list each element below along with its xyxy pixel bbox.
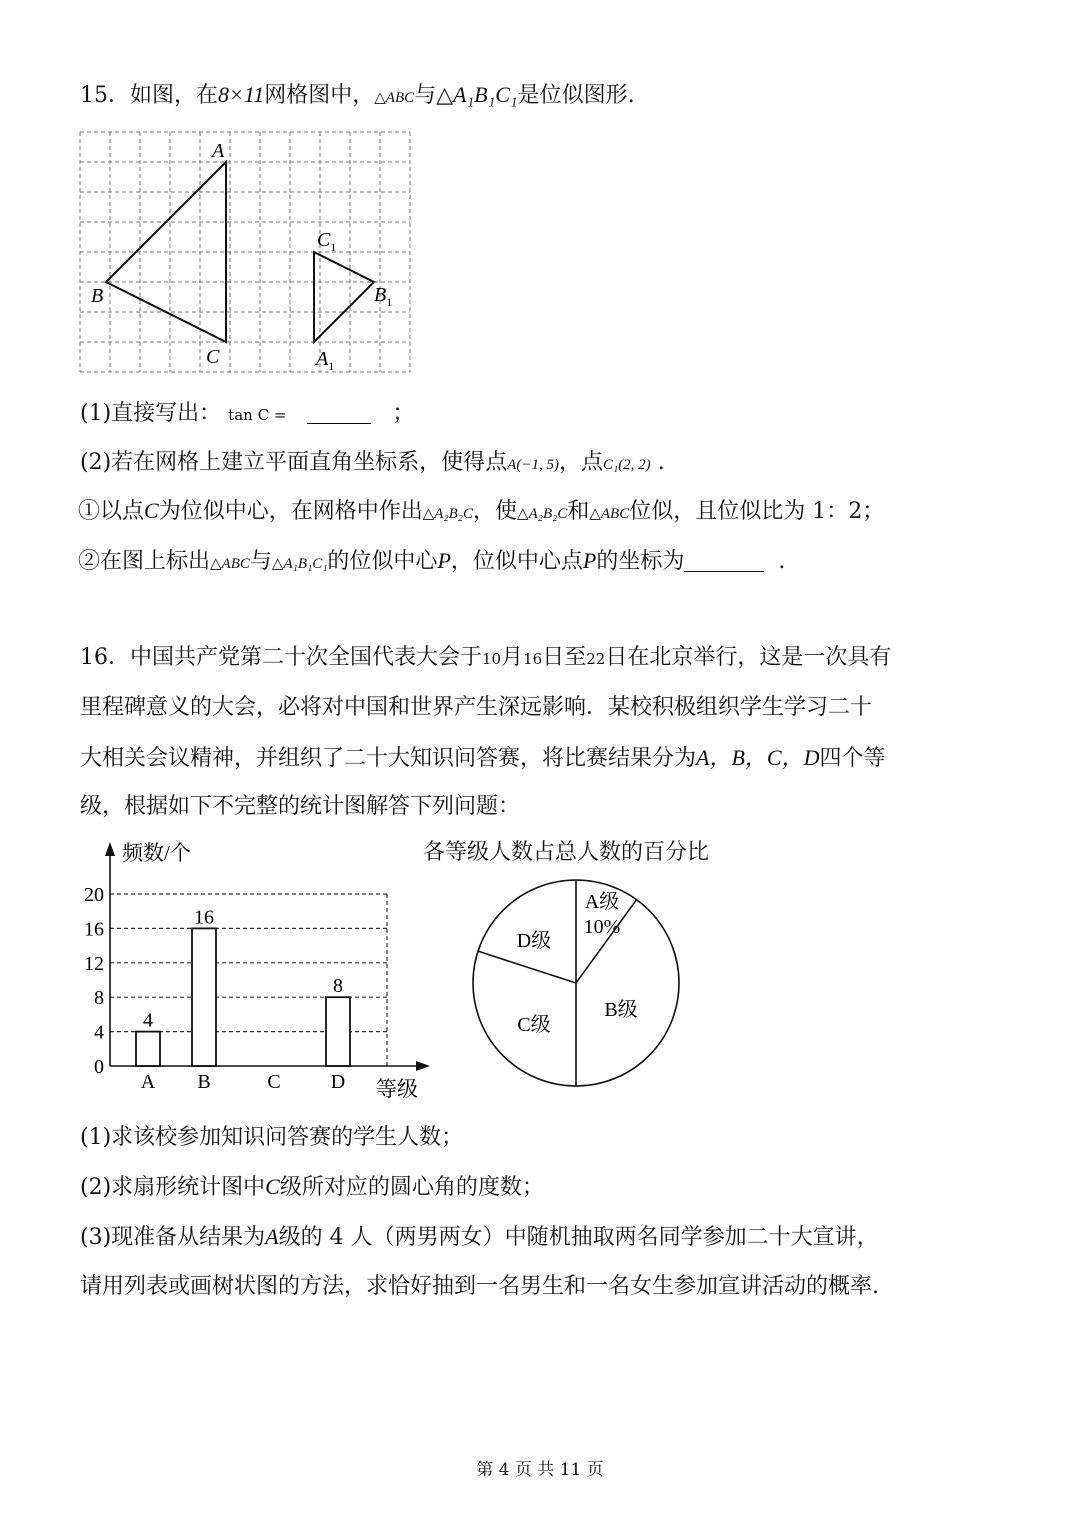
q16-part4: 请用列表或画树状图的方法，求恰好抽到一名男生和一名女生参加宣讲活动的概率. xyxy=(80,1274,879,1299)
q15-number: 15． xyxy=(80,83,130,108)
label-B1: $B_1$ xyxy=(374,284,393,309)
q15-sub2-tri2: △A₁B₁C₁ xyxy=(271,556,328,572)
q15-part1-expr: tan C = xyxy=(228,406,287,424)
q15-sub2-d: ，位似中心点 xyxy=(450,549,583,574)
q16-line1 xyxy=(80,643,891,674)
q15-sub2-b: 与 xyxy=(249,549,272,574)
q16-part2-C: C xyxy=(265,1174,280,1199)
q15-part1-prefix: (1)直接写出： xyxy=(80,401,222,426)
q15-stem-2: 网格图中， xyxy=(264,83,375,108)
q15-sub2-e: 的坐标为 xyxy=(596,549,685,574)
bar-chart-data-label: 8 xyxy=(333,975,343,998)
q16-line1-c: 日至 xyxy=(542,645,587,670)
page-footer: 第 4 页 共 11 页 xyxy=(476,1460,604,1480)
bar-chart xyxy=(72,836,432,1106)
q16-part3 xyxy=(80,1222,879,1253)
q16-grades: A，B，C，D xyxy=(696,745,820,770)
q15-sub2 xyxy=(78,546,785,579)
bar-chart-xtick-label: A xyxy=(140,1071,156,1093)
pie-chart-slice-value: 10% xyxy=(583,916,621,938)
q15-sub1 xyxy=(78,496,884,529)
q16-line4: 级，根据如下不完整的统计图解答下列问题： xyxy=(80,794,521,819)
q15-sub2-answer-blank[interactable] xyxy=(684,549,764,572)
q16-part2 xyxy=(80,1172,544,1203)
q15-sub1-C: C xyxy=(144,498,159,523)
q16-day2: 22 xyxy=(586,650,606,668)
q15-tri1: △ABC xyxy=(374,90,415,106)
bar-chart-ytick-label: 4 xyxy=(94,1021,104,1044)
pie-chart-title: 各等级人数占总人数的百分比 xyxy=(423,840,710,865)
bar-chart-ylabel: 频数/个 xyxy=(122,841,191,865)
bar-chart-y-arrow xyxy=(105,842,115,856)
q16-day1: 16 xyxy=(523,650,543,668)
q15-sub1-c: ，使 xyxy=(473,499,518,524)
bar-chart-bar xyxy=(136,1032,160,1066)
q16-month: 10 xyxy=(482,650,502,668)
q16-part2-a: (2)求扇形统计图中 xyxy=(80,1175,266,1200)
q15-sub2-P2: P xyxy=(582,548,597,573)
bar-chart-ytick-label: 0 xyxy=(94,1056,104,1078)
pie-chart-slice-label: A级 xyxy=(584,891,620,913)
bar-chart-x-arrow xyxy=(416,1061,430,1071)
q15-point-c1: C₁(2, 2) xyxy=(602,457,651,473)
q15-part2-mid: ，点 xyxy=(558,450,603,475)
pie-chart-slice-label: B级 xyxy=(604,999,638,1021)
q15-sub1-a: ①以点 xyxy=(78,499,145,524)
bar-chart-xlabel: 等级 xyxy=(376,1077,418,1101)
bar-chart-xtick-label: C xyxy=(267,1071,281,1093)
q15-sub2-tri: △ABC xyxy=(210,556,250,572)
q16-line2: 里程碑意义的大会，必将对中国和世界产生深远影响．某校积极组织学生学习二十 xyxy=(80,695,873,720)
q15-sub2-P: P xyxy=(437,548,451,573)
bar-chart-data-label: 4 xyxy=(143,1009,153,1032)
pie-chart-slice-label: D级 xyxy=(516,930,552,952)
q15-sub1-tri2: △A₂B₂C xyxy=(517,506,568,522)
q16-line1-b: 月 xyxy=(501,645,524,670)
grid-lines xyxy=(80,132,410,372)
q15-part1-answer-blank[interactable] xyxy=(307,401,371,424)
q15-sub2-c: 的位似中心 xyxy=(327,549,438,574)
bar-chart-xtick-label: D xyxy=(330,1071,346,1093)
q15-grid-figure xyxy=(72,125,412,375)
bar-chart-xtick-label: B xyxy=(197,1071,211,1093)
q15-part2 xyxy=(80,448,665,480)
q15-stem-1: 如图，在 xyxy=(130,83,219,108)
label-A: A xyxy=(212,140,225,162)
q15-conj: 与 xyxy=(414,83,437,108)
q15-part1 xyxy=(80,399,414,430)
label-B: B xyxy=(91,285,104,307)
q16-part3-a: (3)现准备从结果为 xyxy=(80,1225,266,1250)
q15-stem-3: 是位似图形. xyxy=(517,83,635,108)
bar-chart-bar xyxy=(192,928,216,1066)
triangle-a1b1c1 xyxy=(314,252,374,342)
q16-line1-d: 日在北京举行，这是一次具有 xyxy=(605,645,892,670)
bar-chart-ytick-label: 12 xyxy=(84,952,104,975)
bar-chart-ytick-label: 16 xyxy=(84,918,104,941)
q16-part2-b: 级所对应的圆心角的度数； xyxy=(279,1175,544,1200)
q15-tri2: △A₁B₁C₁ xyxy=(436,82,518,107)
pie-chart-slice-label: C级 xyxy=(517,1014,551,1036)
q16-part1: (1)求该校参加知识问答赛的学生人数； xyxy=(80,1125,464,1150)
q15-part1-suffix: ； xyxy=(392,401,415,426)
q15-sub1-tri3: △ABC xyxy=(589,506,630,522)
q16-line3-b: 四个等 xyxy=(819,746,886,771)
q15-part2-prefix: (2)若在网格上建立平面直角坐标系，使得点 xyxy=(80,450,508,475)
q15-point-a: A(−1, 5) xyxy=(507,457,559,473)
bar-chart-ytick-label: 8 xyxy=(94,987,104,1010)
q15-grid-size: 8×11 xyxy=(218,82,265,107)
q15-sub1-tri: △A₂B₂C xyxy=(422,506,474,522)
q15-sub2-a: ②在图上标出 xyxy=(78,549,211,574)
q15-sub2-f: . xyxy=(778,549,786,574)
q15-sub1-b: 为位似中心，在网格中作出 xyxy=(158,499,423,524)
bar-chart-ytick-label: 20 xyxy=(84,884,104,906)
label-C1: $C_1$ xyxy=(317,229,337,254)
q15-part2-suffix: . xyxy=(657,450,665,475)
pie-chart xyxy=(466,873,686,1093)
label-A1: $A_1$ xyxy=(316,348,335,373)
q16-line3-a: 大相关会议精神，并组织了二十大知识问答赛，将比赛结果分为 xyxy=(80,746,697,771)
q15-stem xyxy=(80,80,635,113)
q15-sub1-d: 和 xyxy=(567,499,590,524)
q16-part3-b: 级的 4 人（两男两女）中随机抽取两名同学参加二十大宣讲， xyxy=(278,1225,879,1250)
q16-line3 xyxy=(80,743,885,774)
q16-part3-A: A xyxy=(265,1224,279,1249)
q16-line1-a: 16．中国共产党第二十次全国代表大会于 xyxy=(80,645,482,670)
label-C: C xyxy=(206,346,220,368)
q15-sub1-e: 位似，且位似比为 1：2； xyxy=(629,499,885,524)
bar-chart-bar xyxy=(326,997,350,1066)
bar-chart-data-label: 16 xyxy=(194,906,214,929)
